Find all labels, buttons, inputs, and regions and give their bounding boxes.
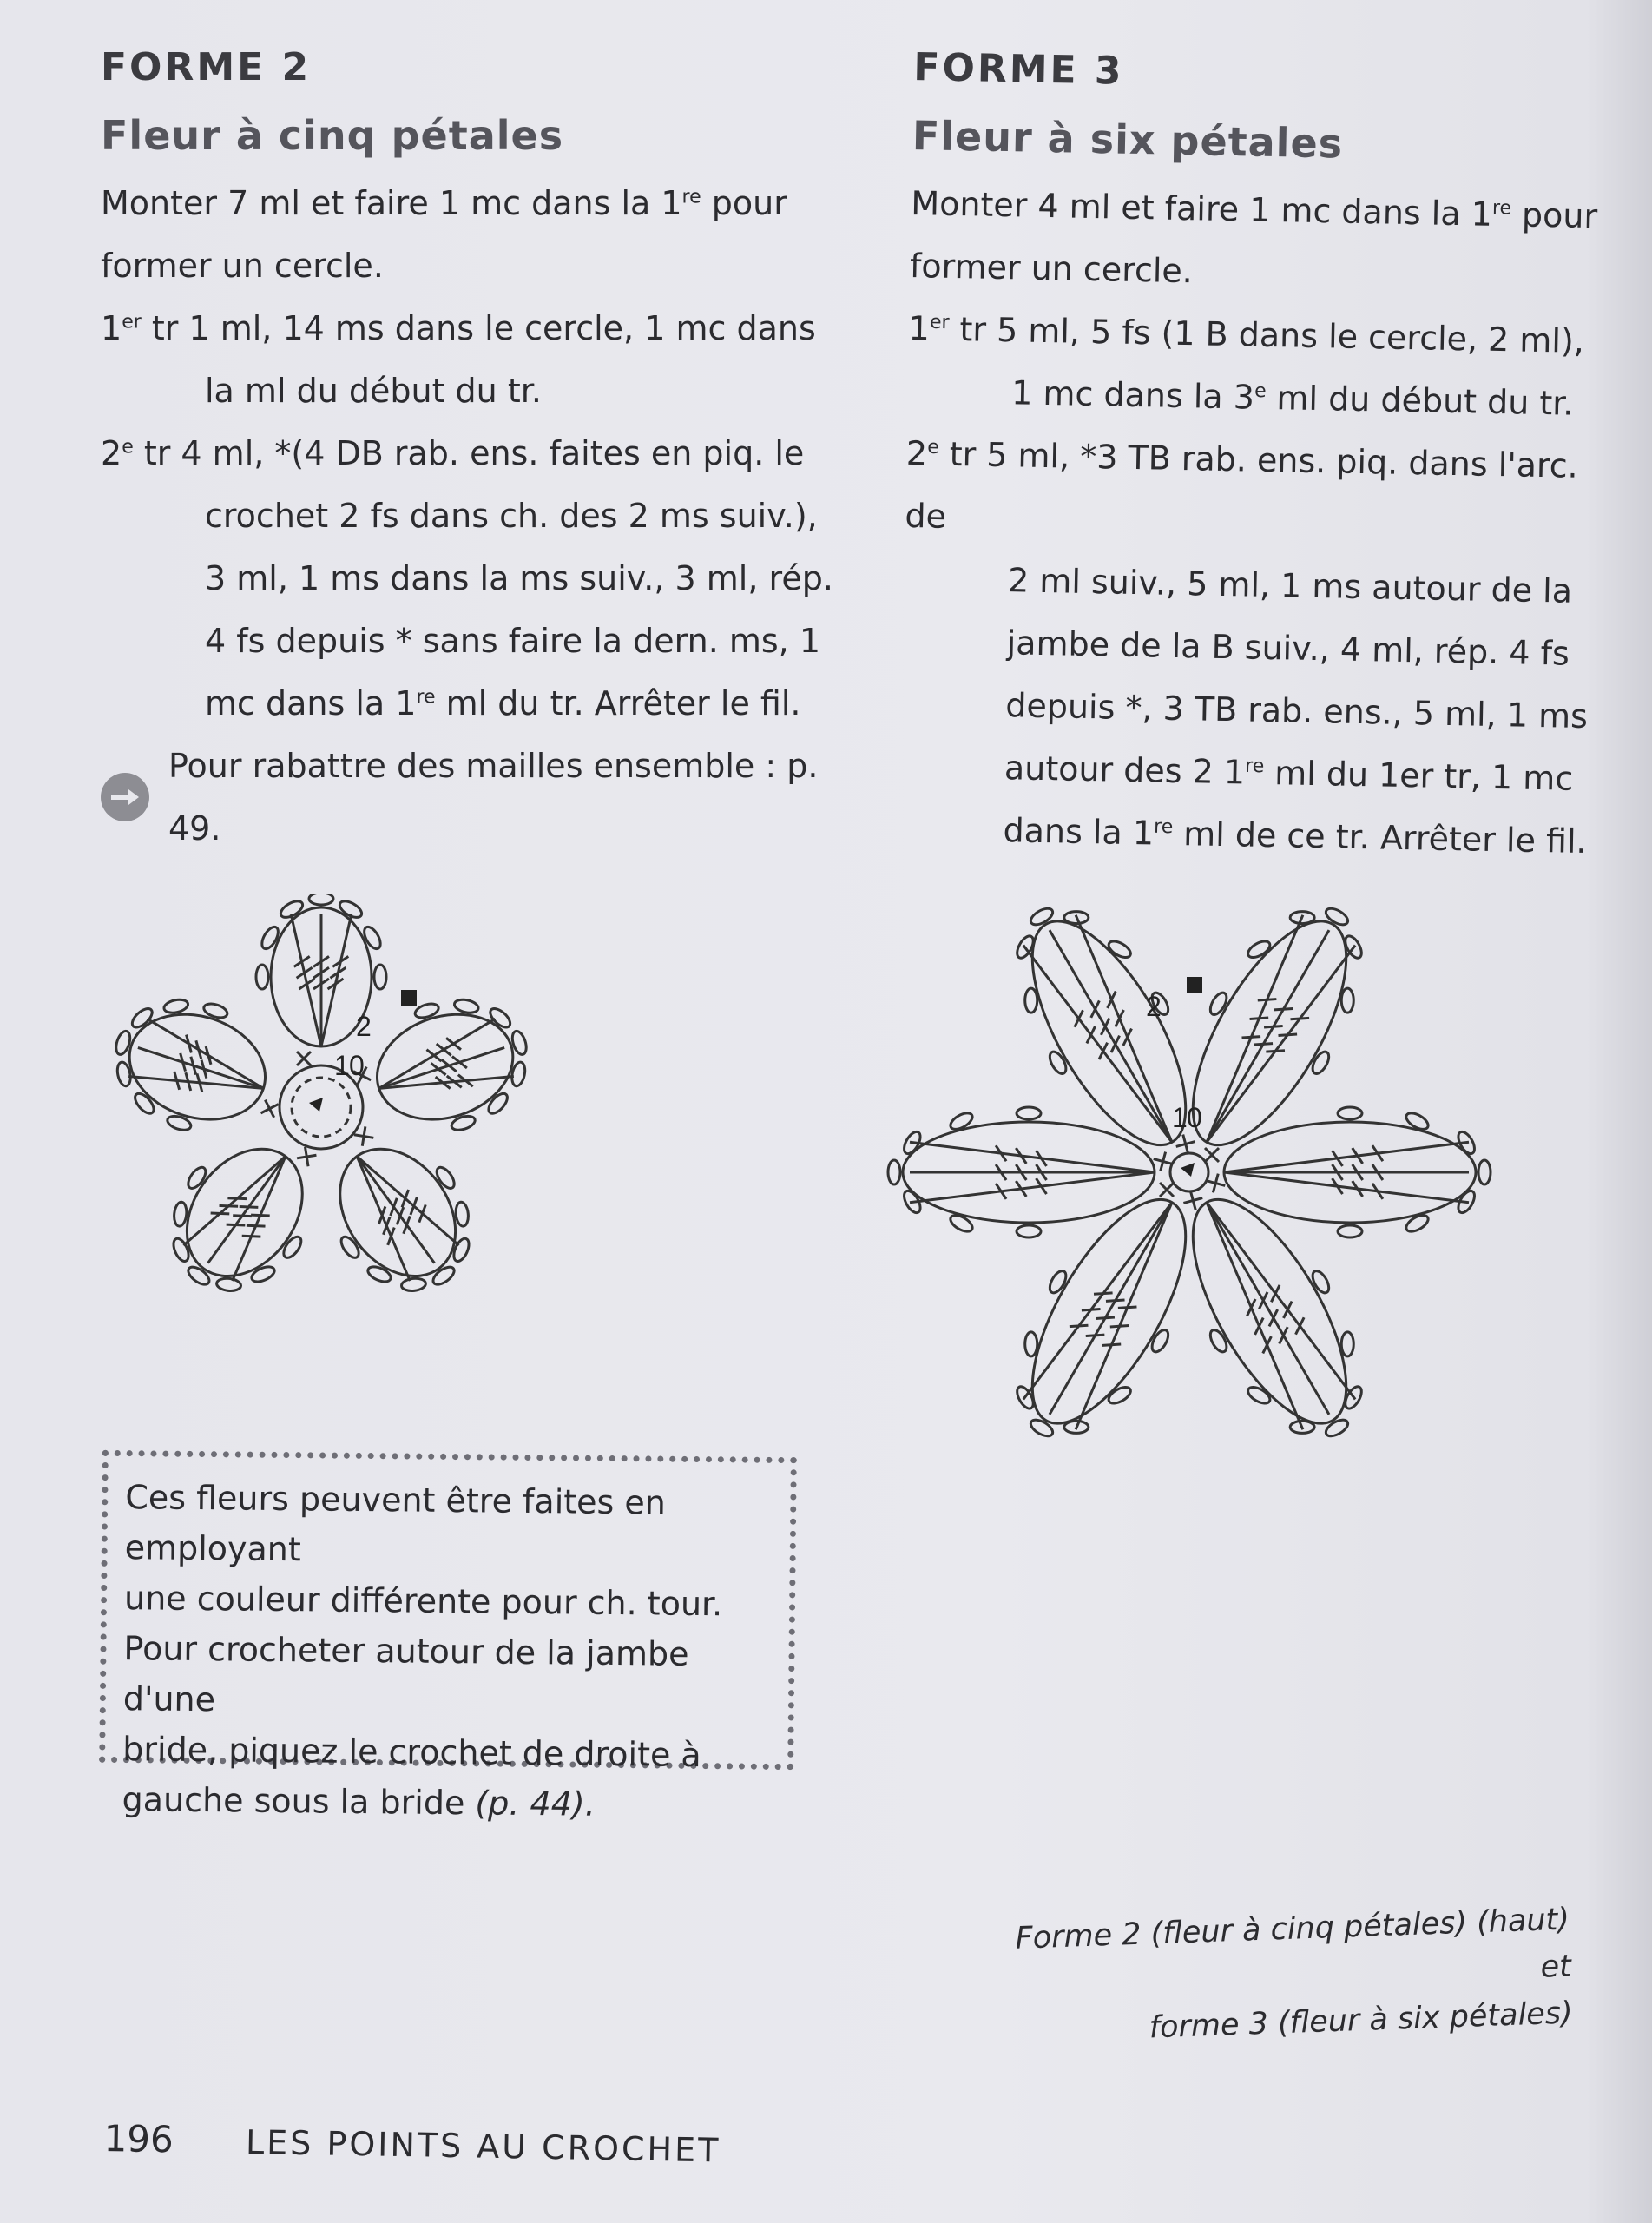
forme3-kicker: FORME 3 — [912, 44, 1125, 94]
arrow-right-icon — [101, 773, 149, 821]
instruction-line: 1 mc dans la 3e ml du début du tr. — [1010, 373, 1574, 423]
right-column — [898, 42, 1609, 873]
instruction-line: former un cercle. — [101, 247, 384, 285]
petal — [888, 1107, 1174, 1237]
instruction-line: crochet 2 fs dans ch. des 2 ms suiv.), — [205, 497, 818, 535]
petal — [1141, 886, 1396, 1191]
instruction-line: Monter 4 ml et faire 1 mc dans la 1re pour — [911, 183, 1598, 236]
petal — [983, 886, 1238, 1191]
figure-caption: Forme 2 (fleur à cinq pétales) (haut) et forme 3 (fleur à six pétales) — [1014, 1902, 1574, 2046]
instruction-line: 3 ml, 1 ms dans la ms suiv., 3 ml, rép. — [205, 559, 833, 597]
tip-line: une couleur différente pour ch. tour. — [123, 1579, 723, 1624]
round-label: 0 — [349, 1050, 365, 1081]
instruction-line: 1er tr 1 ml, 14 ms dans le cercle, 1 mc dans — [101, 309, 816, 347]
instruction-line: 4 fs depuis * sans faire la dern. ms, 1 — [205, 622, 821, 660]
instruction-line: mc dans la 1re ml du tr. Arrêter le fil. — [205, 684, 801, 722]
instruction-line: 2 ml suiv., 5 ml, 1 ms autour de la — [1007, 561, 1573, 610]
petal — [983, 1153, 1238, 1450]
petal — [293, 1103, 500, 1319]
page-number: 196 — [103, 2117, 174, 2161]
cross-reference-note — [101, 735, 847, 860]
forme2-subtitle: Fleur à cinq pétales — [101, 112, 564, 159]
tip-line: Pour crocheter autour de la jambe d'une — [122, 1629, 689, 1719]
section-title: LES POINTS AU CROCHET — [245, 2122, 721, 2170]
left-column — [101, 42, 847, 860]
round-label: 2 — [356, 1011, 372, 1042]
instruction-line: 2e tr 5 ml, *3 TB rab. ens. piq. dans l'arc. de — [905, 433, 1579, 536]
forme3-subtitle: Fleur à six pétales — [912, 111, 1344, 168]
instruction-line: former un cercle. — [909, 246, 1194, 291]
instruction-line: autour des 2 1re ml du 1er tr, 1 mc — [1004, 749, 1574, 798]
tip-line: Ces fleurs peuvent être faites en employant — [124, 1478, 667, 1569]
forme2-kicker: FORME 2 — [101, 45, 312, 89]
petal — [1141, 1153, 1396, 1450]
instruction-line: dans la 1re ml de ce tr. Arrêter le fil. — [1003, 811, 1588, 861]
tip-box — [99, 1450, 797, 1824]
six-petal-flower-diagram — [885, 886, 1493, 1450]
round-label: 2 — [1146, 991, 1162, 1022]
round-label: 1 — [334, 1050, 350, 1081]
page-footer — [103, 2117, 721, 2170]
instruction-line: 1er tr 5 ml, 5 fs (1 B dans le cercle, 2 ml), — [908, 308, 1585, 360]
instruction-line: depuis *, 3 TB rab. ens., 5 ml, 1 ms — [1004, 686, 1589, 736]
instruction-line: Monter 7 ml et faire 1 mc dans la 1re pour — [101, 184, 787, 222]
round-label: 1 — [1172, 1102, 1188, 1133]
instruction-line: la ml du début du tr. — [205, 372, 542, 410]
petal — [1205, 1107, 1491, 1237]
note-text: Pour rabattre des mailles ensemble : p. 49. — [168, 747, 819, 848]
round-label: 0 — [1187, 1102, 1202, 1133]
instruction-line: jambe de la B suiv., 4 ml, rép. 4 fs — [1006, 623, 1570, 673]
petal — [142, 1103, 349, 1319]
tip-line: bride, piquez le crochet de droite à — [122, 1730, 701, 1775]
tip-line: gauche sous la bride (p. 44). — [122, 1780, 596, 1824]
instruction-line: 2e tr 4 ml, *(4 DB rab. ens. faites en piq. le — [101, 434, 805, 472]
five-petal-flower-diagram — [95, 894, 547, 1329]
petal — [340, 979, 545, 1156]
petal — [97, 979, 302, 1156]
